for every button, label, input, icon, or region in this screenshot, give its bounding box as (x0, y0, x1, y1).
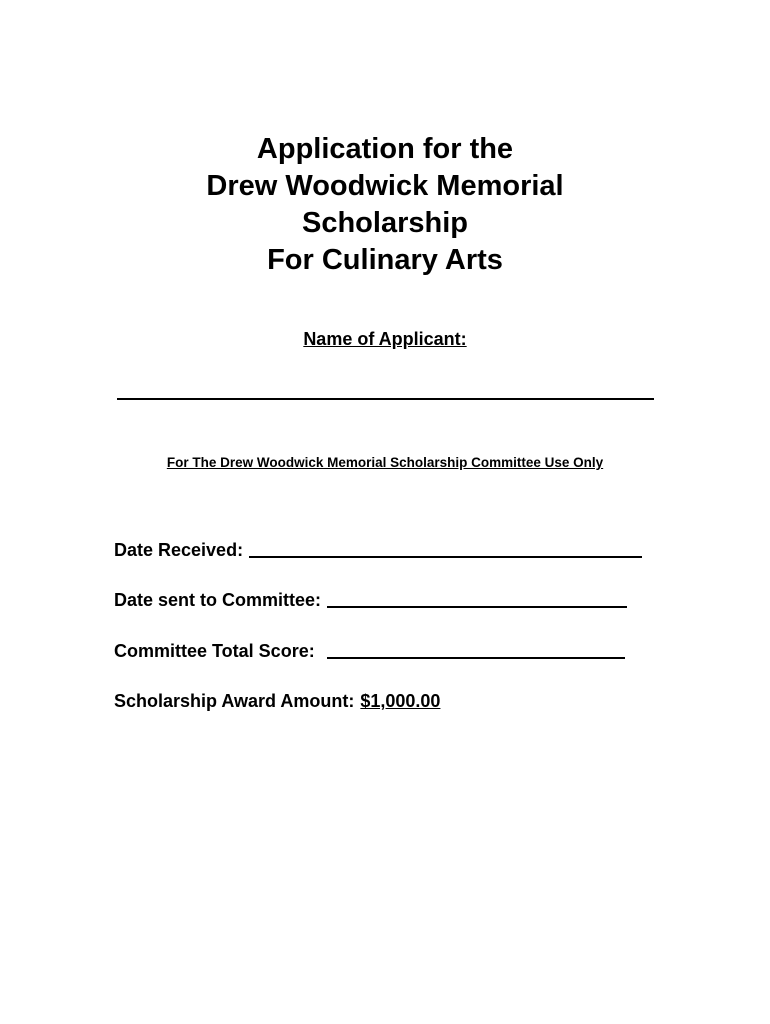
total-score-label: Committee Total Score: (114, 641, 315, 661)
date-received-row (114, 537, 642, 561)
title-line-4: For Culinary Arts (267, 244, 503, 276)
committee-use-note: For The Drew Woodwick Memorial Scholarship Committee Use Only (166, 455, 604, 470)
document-title (0, 131, 770, 279)
date-sent-blank[interactable] (327, 606, 627, 608)
award-amount-value: $1,000.00 (360, 691, 441, 711)
title-line-3: Scholarship (302, 207, 468, 239)
date-received-blank[interactable] (249, 556, 642, 558)
award-amount-row (114, 688, 440, 712)
applicant-name-label: Name of Applicant: (303, 329, 467, 349)
date-sent-label: Date sent to Committee: (114, 590, 322, 610)
total-score-blank[interactable] (327, 657, 625, 659)
award-amount-label: Scholarship Award Amount: (114, 691, 355, 711)
date-sent-row (114, 587, 627, 611)
applicant-name-blank[interactable] (117, 398, 654, 400)
title-line-2: Drew Woodwick Memorial (206, 170, 564, 202)
total-score-row (114, 638, 625, 662)
date-received-label: Date Received: (114, 540, 244, 560)
title-line-1: Application for the (256, 133, 514, 165)
